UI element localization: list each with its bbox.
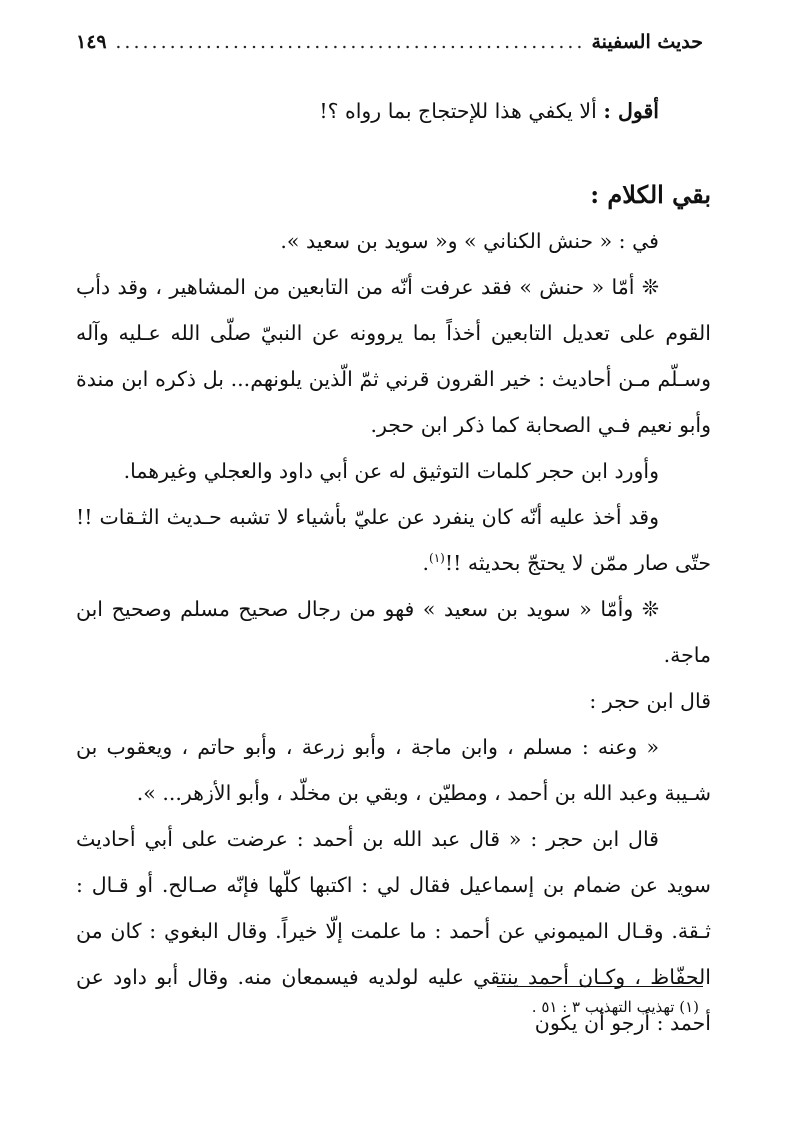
paragraph-ibn-hajar-label: قال ابن حجر : [589,689,711,713]
dot-leader [113,31,586,53]
footnote-divider [497,986,703,987]
opening-paragraph [76,88,711,134]
opening-text: ألا يكفي هذا للإحتجاج بما رواه ؟! [319,99,597,123]
paragraph-suwayd: ❊ وأمّا « سويد بن سعيد » فهو من رجال صحيح مسلم وصحيح ابن ماجة. [76,597,711,667]
running-header [76,28,703,56]
footnote-reference: (١) [429,551,445,566]
main-text [76,88,711,1046]
paragraph-tawthiq: وأورد ابن حجر كلمات التوثيق له عن أبي داود والعجلي وغيرهما. [123,459,659,483]
section-heading: بقي الكلام : [590,180,711,209]
running-title: حديث السفينة [591,31,703,53]
criticism-text: وقد أخذ عليه أنّه كان ينفرد عن عليّ بأشياء لا تشبه حـديث الثـقات !! حتّى صار ممّن لا يحتجّ بحديثه !! [76,505,711,575]
page-number: ١٤٩ [76,31,107,53]
paragraph-intro: في : « حنش الكناني » و« سويد بن سعيد ». [280,229,659,253]
criticism-end: . [422,551,430,575]
paragraph-hanash: ❊ أمّا « حنش » فقد عرفت أنّه من التابعين من المشاهير ، وقد دأب القوم على تعديل التابعين أخذاً بما يروونه عن النبيّ صلّى الله عـليه وآله وسـلّم مـن أحاديث : خير القرون قرني ثمّ الّذين يلونهم... بل ذكره ابن مندة وأبو نعيم فـي الصحابة كما ذكر ابن حجر. [76,275,711,437]
footnote: (١) تهذيب التهذيب ٣ : ٥١ . [531,998,699,1016]
paragraph-ahmad-quote: قال ابن حجر : « قال عبد الله بن أحمد : عرضت على أبي أحاديث سويد عن ضمام بن إسماعيل فقال لي : اكتبها كلّها فإنّه صـالح. أو قـال : ثـقة. وقـال الميموني عن أحمد : ما علمت إلّا خيراً. وقال البغوي : كان من الحفّاظ ، وكـان أحمد ينتقي عليه لولديه فيسمعان منه. وقال أبو داود عن أحمد : أرجو أن يكون [76,827,711,1035]
paragraph-criticism [76,494,711,586]
paragraph-narrators: « وعنه : مسلم ، وابن ماجة ، وأبو زرعة ، وأبو حاتم ، ويعقوب بن شـيبة وعبد الله بن أحمد ، ومطيّن ، وبقي بن مخلّد ، وأبو الأزهر... ». [76,735,711,805]
opening-label: أقول : [603,99,659,123]
